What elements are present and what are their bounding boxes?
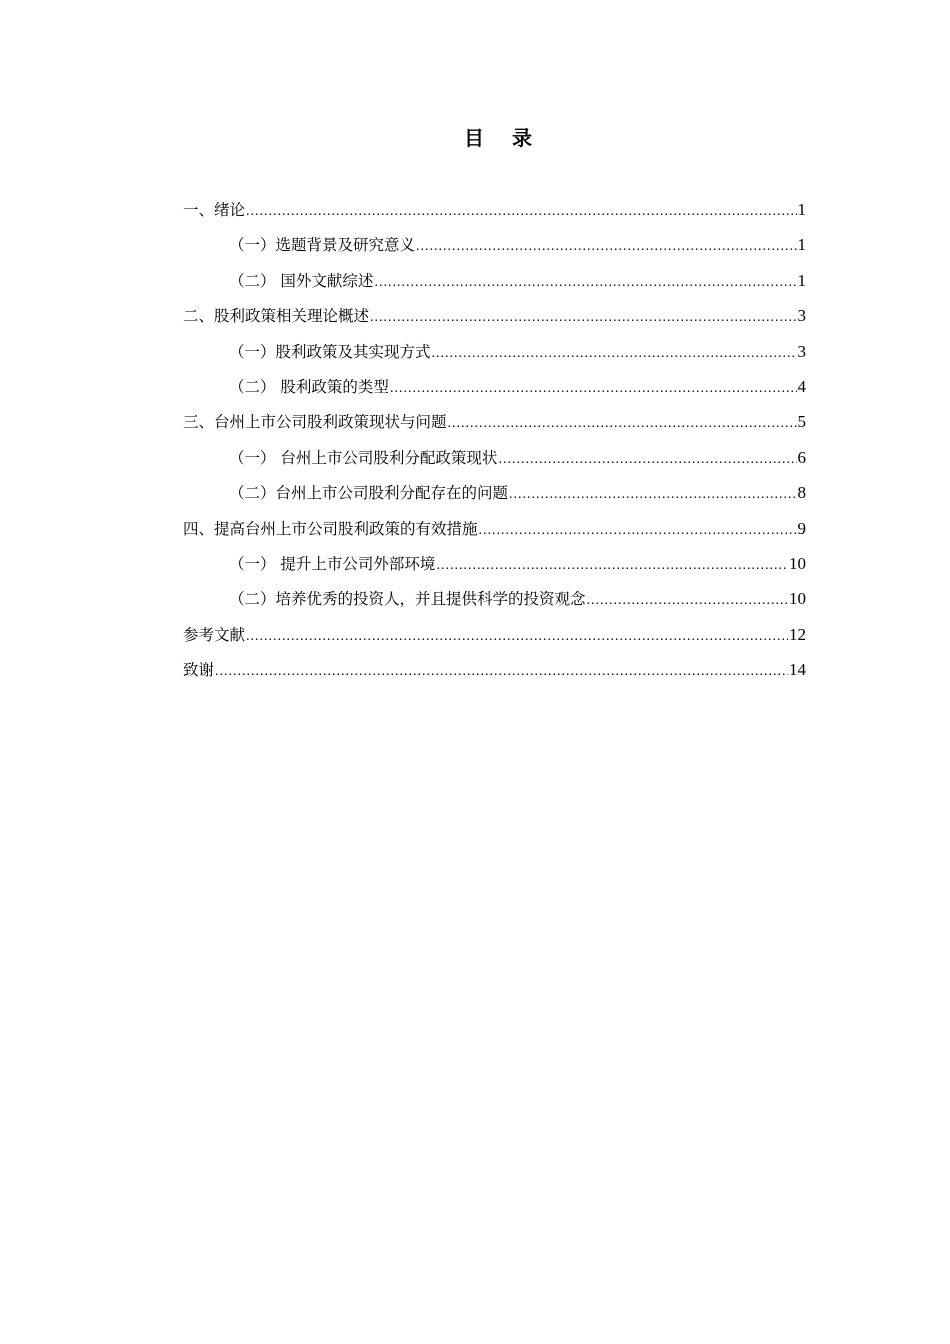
toc-entry-label: 一、绪论: [183, 201, 246, 219]
toc-entry-label: 二、股利政策相关理论概述: [183, 307, 370, 326]
toc-entry[interactable]: [183, 479, 806, 514]
toc-entry-label: （二）培养优秀的投资人，并且提供科学的投资观念: [229, 590, 586, 609]
toc-page-number: 14: [789, 660, 806, 680]
toc-page-number: 3: [797, 341, 806, 361]
toc-entry[interactable]: [183, 231, 806, 266]
toc-entry-label: （二） 股利政策的类型: [229, 377, 389, 396]
toc-page-number: 1: [797, 270, 806, 290]
toc-dot-leader: [479, 517, 797, 545]
toc-entry[interactable]: [183, 408, 806, 443]
toc-entry[interactable]: [183, 515, 806, 550]
toc-entry-label: （一）选题背景及研究意义: [229, 236, 416, 255]
toc-entry-label: （一） 台州上市公司股利分配政策现状: [229, 448, 498, 467]
toc-entry[interactable]: [183, 338, 806, 373]
toc-page-number: 4: [797, 376, 806, 396]
toc-entry-label: 三、台州上市公司股利政策现状与问题: [183, 413, 447, 432]
toc-entry[interactable]: [183, 267, 806, 302]
toc-dot-leader: [448, 410, 797, 438]
toc-page-number: 6: [797, 447, 806, 467]
toc-entry[interactable]: [183, 585, 806, 620]
toc-dot-leader: [246, 198, 796, 226]
toc-page-number: 10: [789, 553, 806, 573]
toc-entry-label: 四、提高台州上市公司股利政策的有效措施: [183, 519, 478, 538]
toc-entry-label: （一） 提升上市公司外部环境: [229, 554, 436, 573]
toc-entry[interactable]: [183, 621, 806, 656]
toc-dot-leader: [587, 587, 788, 615]
toc-entry[interactable]: [183, 196, 806, 231]
toc-entry[interactable]: [183, 656, 806, 691]
toc-page-number: 8: [797, 483, 806, 503]
toc-dot-leader: [370, 304, 796, 332]
toc-page-number: 9: [797, 518, 806, 538]
toc-dot-leader: [416, 233, 796, 261]
table-of-contents: [183, 196, 806, 691]
toc-dot-leader: [509, 481, 796, 509]
toc-entry-label: （一）股利政策及其实现方式: [229, 342, 431, 361]
toc-page-number: 1: [797, 235, 806, 255]
toc-entry[interactable]: [183, 550, 806, 585]
toc-dot-leader: [390, 375, 797, 403]
page-title: 目 录: [464, 126, 536, 150]
toc-page-number: 10: [789, 589, 806, 609]
toc-dot-leader: [374, 269, 796, 297]
toc-page-number: 1: [797, 200, 806, 219]
toc-entry-label: 参考文献: [183, 625, 246, 644]
toc-dot-leader: [432, 340, 797, 368]
toc-entry[interactable]: [183, 373, 806, 408]
toc-dot-leader: [215, 658, 788, 686]
toc-page-number: 12: [789, 624, 806, 644]
toc-entry[interactable]: [183, 302, 806, 337]
toc-page-number: 5: [797, 412, 806, 432]
toc-entry-label: （二）台州上市公司股利分配存在的问题: [229, 484, 509, 503]
toc-dot-leader: [246, 623, 788, 651]
toc-page-number: 3: [797, 306, 806, 326]
toc-entry-label: （二） 国外文献综述: [229, 271, 374, 290]
toc-dot-leader: [498, 446, 796, 474]
toc-entry-label: 致谢: [183, 661, 215, 680]
toc-entry[interactable]: [183, 444, 806, 479]
toc-dot-leader: [436, 552, 788, 580]
